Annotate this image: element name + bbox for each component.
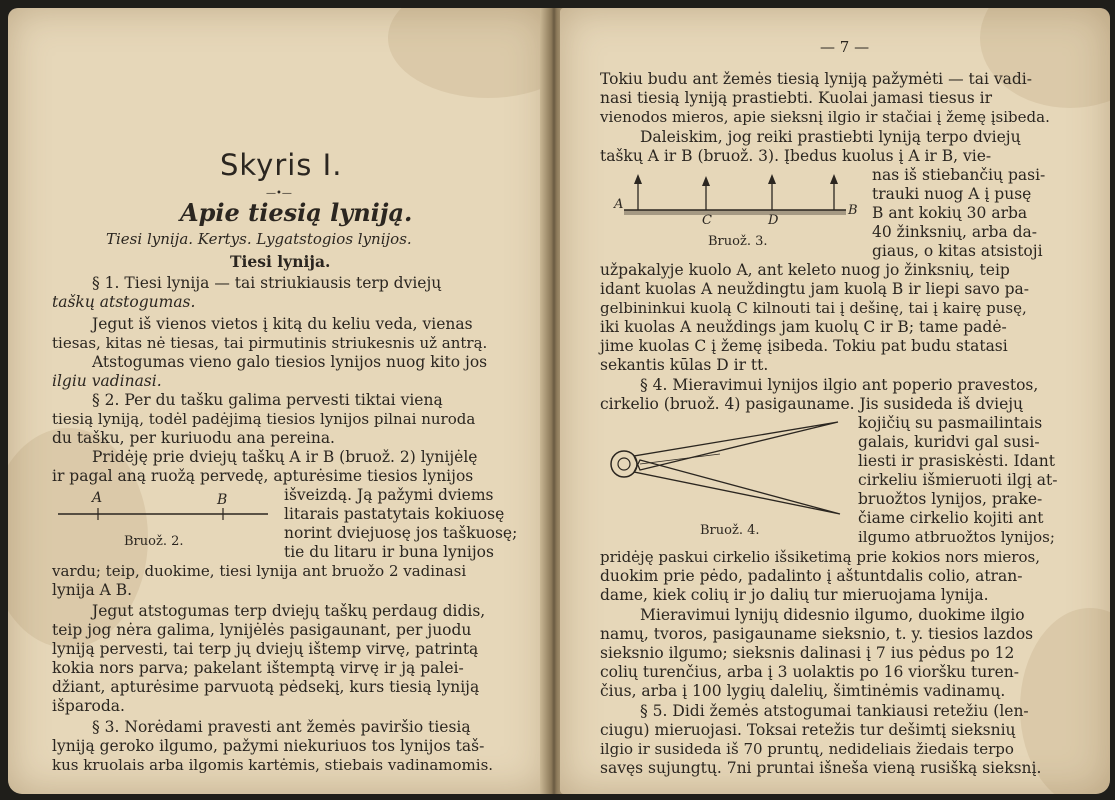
subheading-italic: Tiesi lynija. Kertys. Lygatstogios lynijos. — [106, 230, 412, 248]
right-page — [560, 8, 1110, 794]
ornament-divider: —•— — [266, 188, 292, 199]
text-line: iki kuolas A neuždings jam kuolų C ir B; tame padė- — [600, 318, 1007, 336]
figure-2-diagram — [48, 486, 278, 536]
text-line: išparoda. — [52, 697, 125, 715]
text-line: čiame cirkelio kojiti ant — [858, 509, 1044, 527]
label-b: B — [217, 492, 228, 508]
stake-d-arrow — [768, 174, 776, 184]
text-line: Mieravimui lynijų didesnio ilgumo, duokime ilgio — [640, 606, 1025, 624]
figure-2-caption: Bruož. 2. — [124, 534, 184, 549]
text-line: tie du litaru ir buna lynijos — [284, 543, 494, 561]
text-line: kus kruolais arba ilgomis kartėmis, stiebais vadinamomis. — [52, 756, 494, 774]
text-line: norint dviejuosę jos taškuosę; — [284, 524, 518, 542]
left-page — [8, 8, 548, 794]
text-line: teip jog nėra galima, lynijėlės pasigaunant, per juodu — [52, 621, 472, 639]
text-line: gelbininkui kuolą C kilnouti tai į dešinę, tai į kairę pusę, — [600, 299, 1027, 317]
text-line: užpakalyje kuolo A, ant keleto nuog jo žinksnių, teip — [600, 261, 1010, 279]
text-line: Jegut iš vienos vietos į kitą du keliu veda, vienas — [92, 315, 473, 333]
text-line: lyniją pervesti, tai terp jų dviejų ištemp virvę, patrintą — [52, 640, 479, 658]
text-line: vardu; teip, duokime, tiesi lynija ant bruožo 2 vadinasi — [52, 562, 467, 580]
text-line: colių turenčius, arba į 3 uolaktis po 16 vioršku turen- — [600, 663, 1019, 681]
label-c: C — [702, 213, 712, 228]
paper-stain — [388, 8, 548, 98]
label-a: A — [614, 197, 624, 212]
text-line: sieksnio ilgumo; sieksnis dalinasi į 7 ius pėdus po 12 — [600, 644, 1015, 662]
text-line: taškų atstogumas. — [52, 293, 196, 311]
text-line: § 5. Didi žemės atstogumai tankiausi retežiu (len- — [640, 702, 1029, 720]
text-line: trauki nuog A į pusę — [872, 185, 1032, 203]
text-line: nas iš stiebančių pasi- — [872, 166, 1046, 184]
text-line: tiesas, kitas nė tiesas, tai pirmutinis striukesnis už antrą. — [52, 334, 488, 352]
text-line: cirkeliu išmieruoti ilgį at- — [858, 471, 1058, 489]
text-line: namų, tvoros, pasigauname sieksnio, t. y. tiesios lazdos — [600, 625, 1034, 643]
text-line: tiesią lyniją, todėl padėjimą tiesios lynijos pilnai nuroda — [52, 410, 476, 428]
section-title: Apie tiesią lyniją. — [180, 198, 413, 227]
text-line: § 4. Mieravimui lynijos ilgio ant poperio pravestos, — [640, 376, 1039, 394]
compass-hinge — [611, 451, 637, 477]
text-line: kokia nors parva; pakelant ištemptą virvę ir ją palei- — [52, 659, 464, 677]
text-line: bruožtos lynijos, prake- — [858, 490, 1043, 508]
text-line: džiant, apturėsime parvuotą pėdsekį, kurs tiesią lyniją — [52, 678, 480, 696]
text-line: ilgiu vadinasi. — [52, 372, 162, 390]
text-line: ilgumo atbruožtos lynijos; — [858, 528, 1055, 546]
stake-b-arrow — [830, 174, 838, 184]
text-line: pridėję paskui cirkelio išsiketimą prie kokios nors mieros, — [600, 548, 1040, 566]
text-line: 40 žinksnių, arba da- — [872, 223, 1038, 241]
text-line: Pridėję prie dviejų taškų A ir B (bruož. 2) lynijėlę — [92, 448, 478, 466]
figure-3-diagram — [610, 166, 858, 228]
text-line: Atstogumas vieno galo tiesios lynijos nuog kito jos — [92, 353, 488, 371]
text-line: dame, kiek colių ir jo dalių tur mieruojama lynija. — [600, 586, 989, 604]
text-line: idant kuolas A neuždingtu jam kuolą B ir liepi savo pa- — [600, 280, 1030, 298]
label-b: B — [848, 203, 858, 218]
text-line: ciugu) mieruojasi. Toksai retežis tur dešimtį sieksnių — [600, 721, 1016, 739]
text-line: § 2. Per du tašku galima pervesti tiktai vieną — [92, 391, 443, 409]
text-line: du tašku, per kuriuodu ana pereina. — [52, 429, 335, 447]
paper-stain — [980, 8, 1110, 108]
figure-4-compass-diagram — [600, 416, 850, 521]
text-line: liesti ir prasiskėsti. Idant — [858, 452, 1055, 470]
text-line: cirkelio (bruož. 4) pasigauname. Jis susideda iš dviejų — [600, 395, 1024, 413]
text-line: B ant kokių 30 arba — [872, 204, 1028, 222]
text-line: taškų A ir B (bruož. 3). Įbedus kuolus į A ir B, vie- — [600, 147, 992, 165]
stake-c-arrow — [702, 176, 710, 186]
text-line: litarais pastatytais kokiuosę — [284, 505, 505, 523]
text-line: savęs sujungtų. 7ni pruntai išneša vieną rusišką sieksnį. — [600, 759, 1042, 777]
text-line: vienodos mieros, apie sieksnį ilgio ir stačiai į žemę įsibeda. — [600, 108, 1050, 126]
text-line: Tokiu budu ant žemės tiesią lyniją pažymėti — tai vadi- — [600, 70, 1032, 88]
text-line: kojičių su pasmailintais — [858, 414, 1043, 432]
text-line: giaus, o kitas atsistoji — [872, 242, 1043, 260]
compass-hinge-inner — [618, 458, 630, 470]
text-line: jime kuolas C į žemę įsibeda. Tokiu pat budu statasi — [600, 337, 1008, 355]
compass-lower-leg — [634, 460, 840, 514]
text-line: ir pagal aną ruožą pervedę, apturėsime tiesios lynijos — [52, 467, 474, 485]
text-line: galais, kuridvi gal susi- — [858, 433, 1040, 451]
page-number: — 7 — — [820, 38, 870, 56]
subheading-bold: Tiesi lynija. — [230, 252, 331, 271]
figure-3-caption: Bruož. 3. — [708, 234, 768, 249]
figure-4-caption: Bruož. 4. — [700, 523, 760, 538]
compass-upper-leg — [634, 422, 838, 470]
text-line: lynija A B. — [52, 581, 133, 599]
text-line: Jegut atstogumas terp dviejų taškų perdaug didis, — [92, 602, 486, 620]
compass-detail — [640, 454, 720, 464]
stake-a-arrow — [634, 174, 642, 184]
text-line: § 3. Norėdami pravesti ant žemės paviršio tiesią — [92, 718, 471, 736]
label-a: A — [92, 490, 103, 506]
text-line: § 1. Tiesi lynija — tai striukiausis terp dviejų — [92, 274, 442, 292]
text-line: čius, arba į 100 lygių dalelių, šimtinėmis vadinamų. — [600, 682, 1006, 700]
text-line: išveizdą. Ją pažymi dviems — [284, 486, 494, 504]
text-line: Daleiskim, jog reiki prastiebti lyniją terpo dviejų — [640, 128, 1021, 146]
text-line: sekantis kūlas D ir tt. — [600, 356, 769, 374]
text-line: ilgio ir susideda iš 70 pruntų, nedideliais žiedais terpo — [600, 740, 1014, 758]
text-line: nasi tiesią lyniją prastiebti. Kuolai jamasi tiesus ir — [600, 89, 992, 107]
text-line: lyniją geroko ilgumo, pažymi niekuriuos tos lynijos taš- — [52, 737, 485, 755]
chapter-title: Skyris I. — [220, 148, 343, 182]
ground-hatching — [624, 210, 846, 215]
label-d: D — [768, 213, 779, 228]
text-line: duokim prie pėdo, padalinto į aštuntdalis colio, atran- — [600, 567, 1023, 585]
